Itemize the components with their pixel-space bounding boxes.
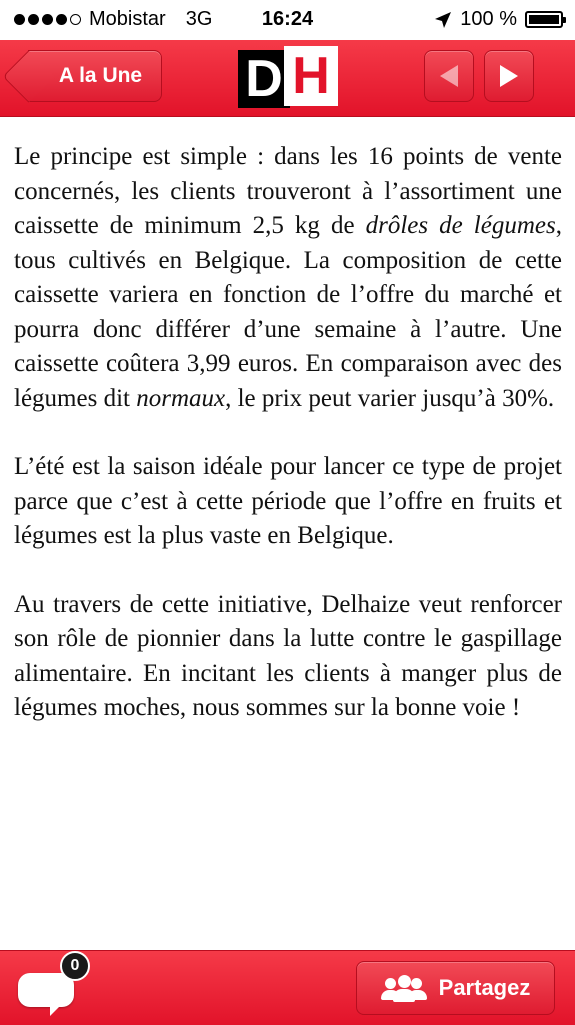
back-button-label: A la Une [58,64,143,87]
battery-percent: 100 % [460,8,517,30]
nav-bar [0,40,575,117]
status-right [434,8,563,31]
next-article-button[interactable] [484,50,534,102]
comment-count-badge: 0 [60,951,90,981]
left-triangle-icon [440,65,458,87]
status-time: 16:24 [261,8,314,30]
emphasis-normaux: normaux [136,384,226,412]
dh-logo [238,44,342,110]
share-button[interactable] [356,961,555,1015]
people-icon [381,974,427,1002]
emphasis-droles-de-legumes: drôles de légumes [365,212,556,239]
logo-letter-d: D [238,50,290,108]
article-paragraph-1: Le principe est simple : dans les 16 points de vente concernés, les clients trouveront à l’assortiment une caissette de minimum 2,5 kg de drôles de légumes, tous cultivés en Belgique. La composition de cette caissette variera en fonction de l’offre du marché et pourra donc différer d’une semaine à l’autre. Une caissette coûtera 3,99 euros. En comparaison avec des légumes dit normaux, le prix peut varier jusqu’à 30%. [14,143,562,412]
share-button-label: Partagez [438,975,531,1000]
comments-button[interactable] [18,957,80,1011]
network-type: 3G [185,8,213,30]
back-button[interactable] [28,50,162,102]
bottom-toolbar [0,950,575,1025]
article-paragraph-2: L’été est la saison idéale pour lancer ce type de projet parce que c’est à cette période que l’offre en fruits et légumes est la plus vaste en Belgique. [14,453,562,549]
location-arrow-icon [434,11,452,29]
article-body [14,140,562,760]
battery-icon [525,11,563,28]
previous-article-button[interactable] [424,50,474,102]
logo-letter-h: H [284,46,338,106]
article-paragraph-3: Au travers de cette initiative, Delhaize veut renforcer son rôle de pionnier dans la lutte contre le gaspillage alimentaire. En incitant les clients à manger plus de légumes moches, nous sommes sur la bonne voie ! [14,590,562,721]
carrier-name: Mobistar [89,8,166,30]
right-triangle-icon [500,65,518,87]
status-bar [0,0,575,40]
